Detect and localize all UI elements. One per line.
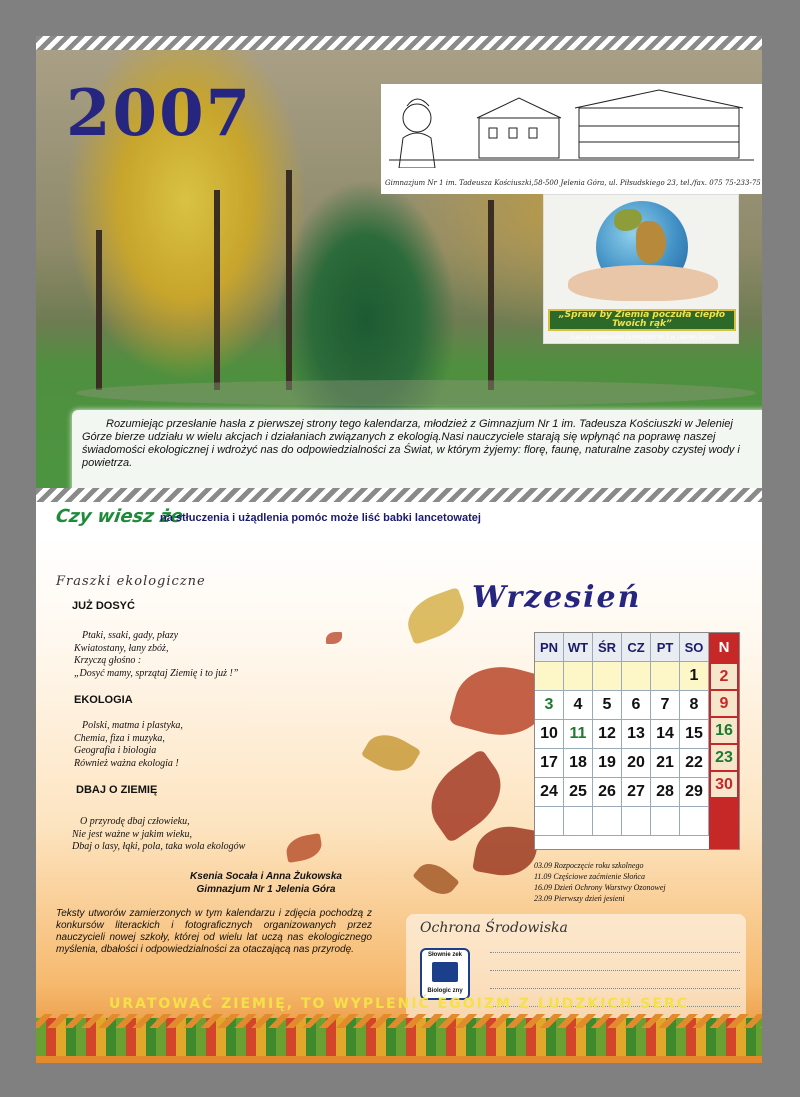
day-cell: 17: [535, 749, 564, 778]
day-cell: [535, 662, 564, 691]
day-cell: [593, 662, 622, 691]
day-cell: 26: [593, 778, 622, 807]
leaf-icon: [401, 587, 471, 645]
note-line[interactable]: [490, 988, 740, 989]
day-cell: 7: [651, 691, 680, 720]
day-cell: 4: [564, 691, 593, 720]
day-cell: 21: [651, 749, 680, 778]
earth-artwork: [543, 194, 739, 344]
intro-box: [72, 410, 762, 496]
tip-label: Czy wiesz że: [54, 506, 185, 527]
tip-text: na stłuczenia i użądlenia pomóc może liść babki lancetowatej: [160, 512, 481, 524]
leaf-icon: [284, 833, 324, 863]
school-header: [381, 84, 762, 194]
calendar-page: [36, 36, 762, 1063]
footer-slogan: URATOWAĆ ZIEMIĘ, TO WYPLENIĆ EGOIZM Z LUDZKICH SERC: [108, 996, 690, 1012]
art-quote: „Spraw by Ziemia poczuła ciepło Twoich rąk”: [558, 310, 726, 329]
day-cell: [651, 662, 680, 691]
zigzag-border-mid: [36, 488, 762, 502]
day-cell: [680, 807, 709, 836]
month-title: Wrzesień: [472, 580, 642, 615]
sunday-cell: [709, 799, 739, 828]
lower-section: [36, 536, 762, 1063]
poem-authors: Ksenia Socała i Anna Żukowska Gimnazjum Nr 1 Jelenia Góra: [190, 871, 342, 895]
event-item: 03.09 Rozpoczęcie roku szkolnego: [534, 861, 644, 870]
sources-footnote: Teksty utworów zamierzonych w tym kalendarzu i zdjęcia pochodzą z konkursów literackich i fotograficznych organizowanych przez nauczycieli nowej szkoły, której od wielu lat uczą nas ekologicznego myślenia, dbałości i odpowiedzialności za otaczającą nas przyrodę.: [56, 908, 372, 955]
day-cell: 13: [622, 720, 651, 749]
poem-title-2: EKOLOGIA: [74, 694, 133, 706]
day-cell: 19: [593, 749, 622, 778]
art-quote-banner: [548, 309, 736, 331]
day-cell: 5: [593, 691, 622, 720]
poem-body-1: Ptaki, ssaki, gady, płazy Kwiatostany, łany zbóż, Krzyczą głośno : „Dosyć mamy, sprzątaj Ziemię i to już !”: [74, 630, 239, 679]
day-cell: 15: [680, 720, 709, 749]
day-cell: 28: [651, 778, 680, 807]
day-cell: 12: [593, 720, 622, 749]
weekday-header: ŚR: [593, 633, 622, 662]
day-cell: 3: [535, 691, 564, 720]
day-cell: 18: [564, 749, 593, 778]
calendar-grid: [535, 633, 709, 836]
day-cell: 27: [622, 778, 651, 807]
note-line[interactable]: [490, 952, 740, 953]
calendar-events: [534, 860, 666, 904]
day-cell: [593, 807, 622, 836]
poem-title-3: DBAJ O ZIEMIĘ: [76, 784, 158, 796]
leaf-icon: [326, 632, 342, 644]
event-item: 11.09 Częściowe zaćmienie Słońca: [534, 872, 645, 881]
day-cell: [564, 807, 593, 836]
day-cell: [535, 807, 564, 836]
day-cell: [564, 662, 593, 691]
weekday-header: PN: [535, 633, 564, 662]
leaf-icon: [361, 726, 421, 780]
day-cell: [622, 662, 651, 691]
park-photo: [36, 50, 762, 488]
poem-body-3: O przyrodę dbaj człowieku, Nie jest ważne w jakim wieku, Dbaj o lasy, łąki, pola, taka wola ekologów: [72, 816, 246, 852]
sunday-cell: 30: [711, 772, 737, 797]
day-cell: [651, 807, 680, 836]
school-sketch-icon: [389, 88, 754, 168]
day-cell: 24: [535, 778, 564, 807]
day-cell: 29: [680, 778, 709, 807]
day-cell: 22: [680, 749, 709, 778]
environment-notes-title: Ochrona Środowiska: [420, 920, 568, 936]
leaf-icon: [412, 856, 459, 902]
hands-icon: [568, 265, 718, 301]
sunday-header: N: [718, 639, 730, 656]
book-icon: [432, 962, 458, 982]
day-cell: 25: [564, 778, 593, 807]
leaf-icon: [472, 821, 540, 881]
day-cell: 8: [680, 691, 709, 720]
art-credit: Joanna Kowalewska Gimnazjum Nr 1 w Jeleniej Górze: [569, 335, 715, 341]
day-cell: 14: [651, 720, 680, 749]
intro-text: Rozumiejąc przesłanie hasła z pierwszej strony tego kalendarza, młodzież z Gimnazjum Nr 1 im. Tadeusza Kościuszki w Jeleniej Górze bierze udziału w wielu akcjach i działaniach związanych z ekologią.Nasi nauczyciele starają się wpłynąć na poprawę naszej świadomości ekologicznej i wdrożyć nas do odpowiedzialności za Świat, w którym żyjemy: florę, faunę, naturalne zasoby czystej wody i powietrza.: [82, 418, 740, 469]
sunday-cell: 2: [711, 664, 737, 689]
event-item: 23.09 Pierwszy dzień jesieni: [534, 894, 625, 903]
sunday-column: [709, 633, 739, 849]
sunday-cell: 23: [711, 745, 737, 770]
zigzag-border-top: [36, 36, 762, 50]
poem-title-1: JUŻ DOSYĆ: [72, 600, 135, 612]
event-item: 16.09 Dzień Ochrony Warstwy Ozonowej: [534, 883, 666, 892]
sunday-cell: 9: [711, 691, 737, 716]
day-cell: 10: [535, 720, 564, 749]
weekday-header: WT: [564, 633, 593, 662]
sunday-cell: 16: [711, 718, 737, 743]
dictionary-badge: Słownie zek Biologic zny: [420, 948, 470, 1000]
poem-body-2: Polski, matma i plastyka, Chemia, fiza i muzyka, Geografia i biologia Również ważna ekologia !: [74, 720, 183, 769]
year-title: 2007: [66, 76, 253, 151]
note-line[interactable]: [490, 970, 740, 971]
day-cell: 11: [564, 720, 593, 749]
weekday-header: CZ: [622, 633, 651, 662]
day-cell: [622, 807, 651, 836]
day-cell: 6: [622, 691, 651, 720]
day-cell: 20: [622, 749, 651, 778]
school-address: Gimnazjum Nr 1 im. Tadeusza Kościuszki,58-500 Jelenia Góra, ul. Piłsudskiego 23, tel./fax. 075 75-233-75: [385, 179, 761, 187]
poems-section-title: Fraszki ekologiczne: [56, 574, 206, 589]
month-calendar: [534, 632, 740, 850]
weekday-header: PT: [651, 633, 680, 662]
day-cell: 1: [680, 662, 709, 691]
weekday-header: SO: [680, 633, 709, 662]
